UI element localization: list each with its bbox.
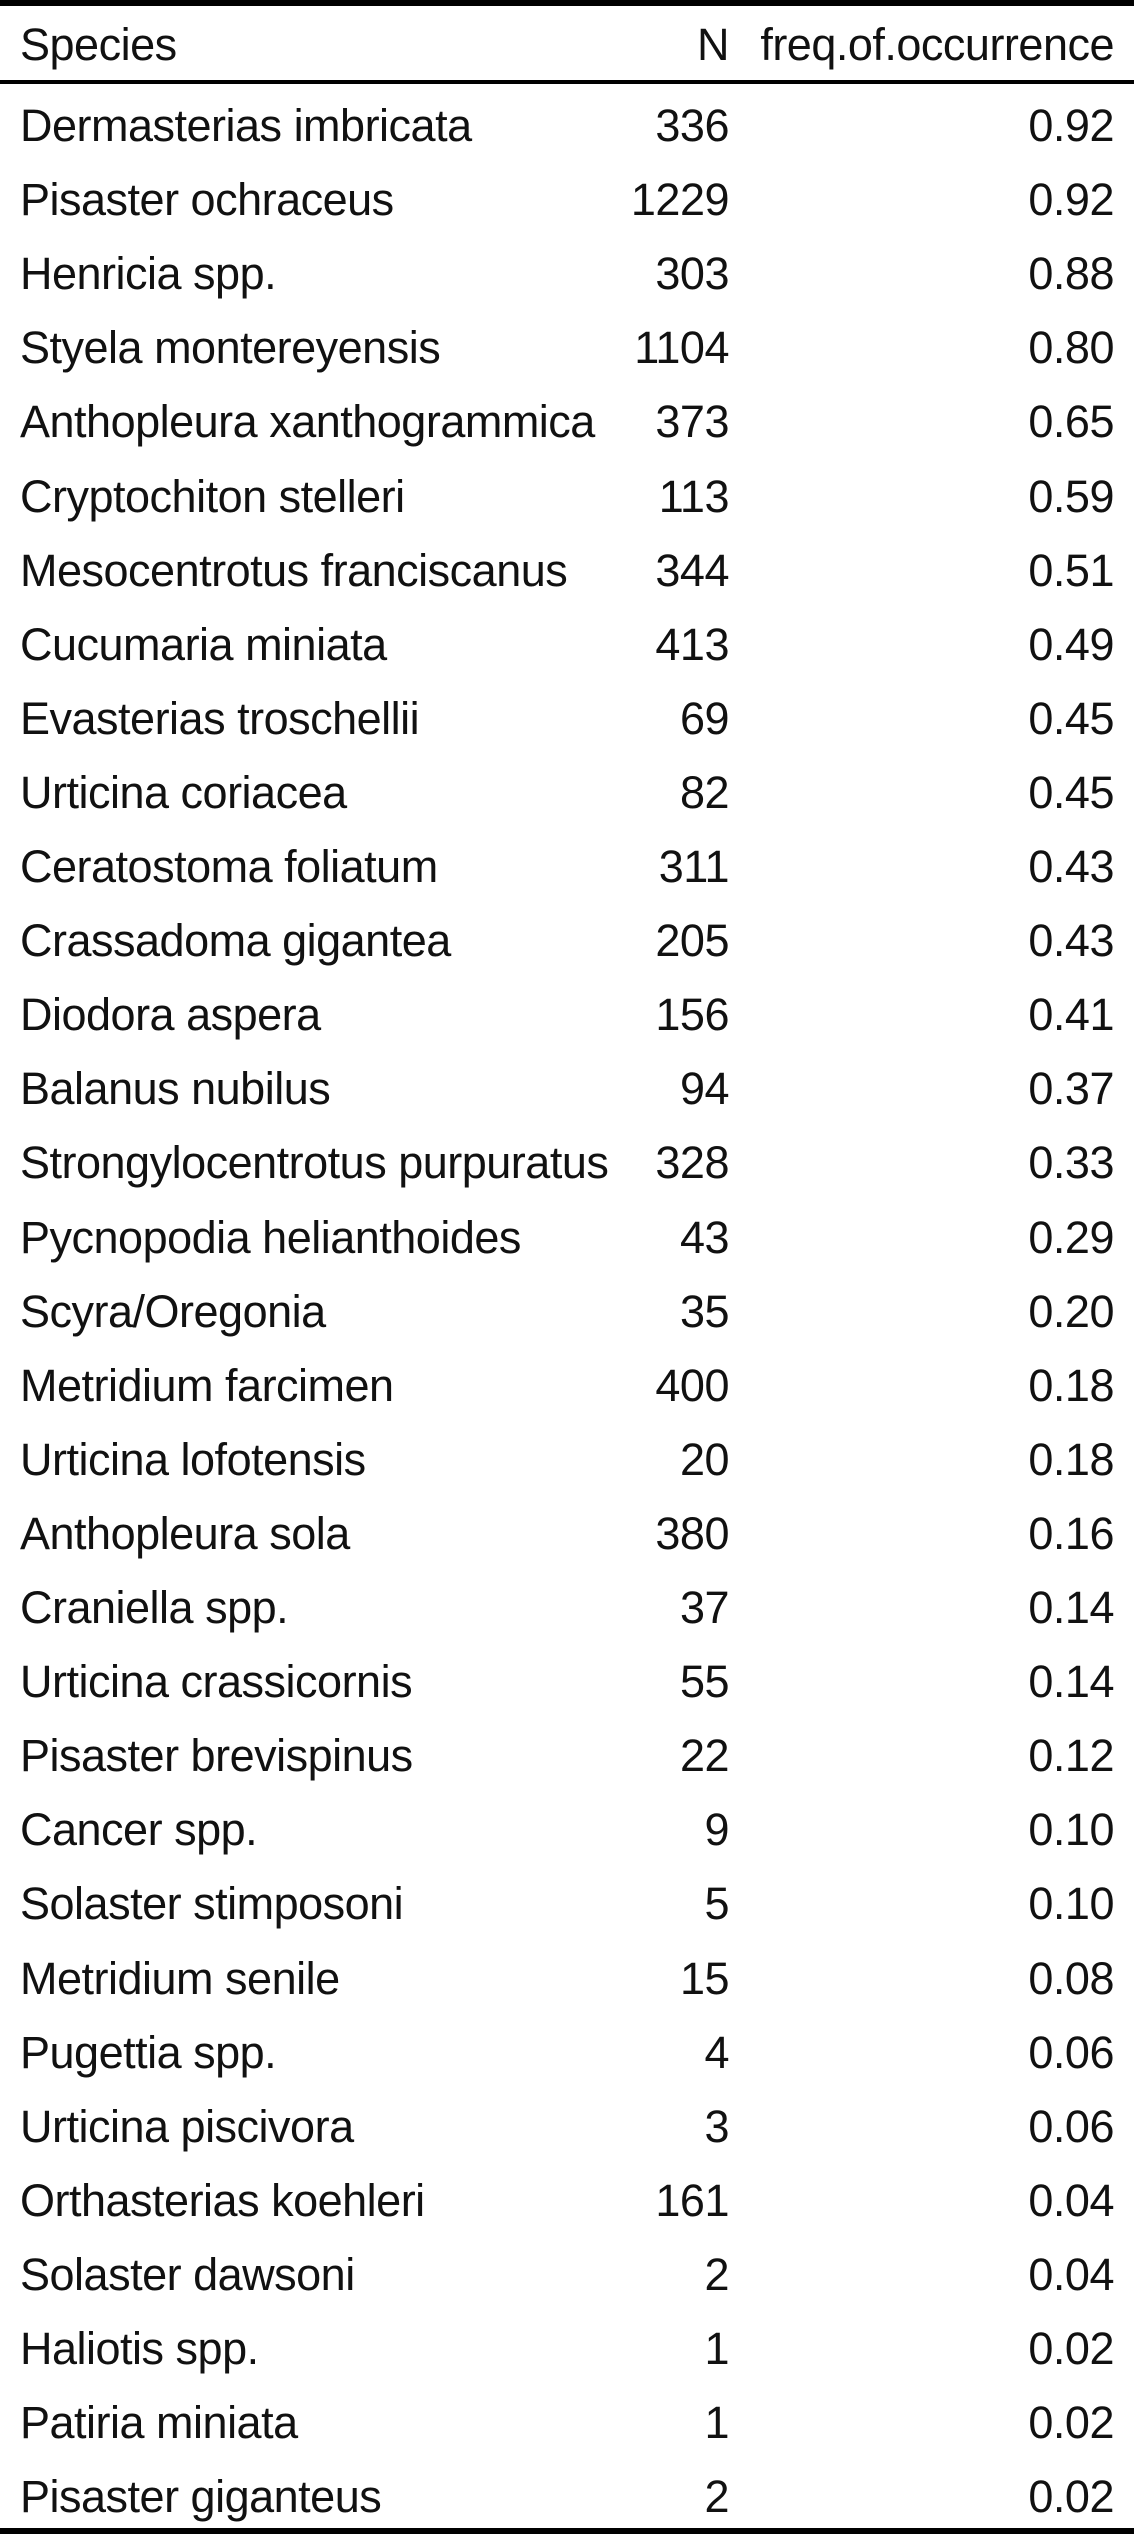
cell-freq: 0.92 [1028, 100, 1114, 151]
cell-n: 69 [679, 692, 729, 744]
cell-n: 1 [704, 2397, 729, 2449]
column-header-freq: freq.of.occurrence [760, 19, 1114, 70]
cell-freq: 0.59 [1028, 470, 1114, 522]
cell-freq: 0.16 [1028, 1507, 1114, 1559]
cell-n: 9 [704, 1804, 729, 1856]
cell-n: 413 [655, 618, 729, 670]
cell-n: 373 [655, 396, 729, 448]
table-row [0, 2238, 1134, 2312]
cell-freq: 0.04 [1028, 2174, 1114, 2226]
cell-freq: 0.18 [1028, 1359, 1114, 1411]
cell-n: 336 [655, 100, 729, 151]
cell-species: Crassadoma gigantea [20, 915, 451, 967]
table-row [0, 1645, 1134, 1719]
cell-freq: 0.02 [1028, 2323, 1114, 2374]
cell-species: Cancer spp. [20, 1804, 258, 1856]
cell-species: Patiria miniata [20, 2397, 298, 2449]
table-row [0, 1201, 1134, 1275]
cell-species: Strongylocentrotus purpuratus [20, 1137, 609, 1189]
cell-species: Pycnopodia helianthoides [20, 1211, 521, 1263]
table-row [0, 904, 1134, 978]
cell-freq: 0.88 [1028, 248, 1114, 300]
cell-n: 1104 [634, 322, 729, 374]
cell-n: 303 [655, 248, 729, 300]
cell-n: 20 [679, 1433, 729, 1485]
cell-freq: 0.06 [1028, 2100, 1114, 2152]
table-row [0, 2386, 1134, 2460]
cell-species: Urticina crassicornis [20, 1656, 413, 1708]
cell-freq: 0.51 [1028, 544, 1114, 596]
cell-n: 4 [704, 2026, 729, 2078]
table-row [0, 608, 1134, 682]
cell-n: 161 [655, 2174, 729, 2226]
cell-freq: 0.14 [1028, 1656, 1114, 1708]
table-row [0, 1423, 1134, 1497]
table-row [0, 830, 1134, 904]
cell-species: Dermasterias imbricata [20, 100, 472, 151]
cell-species: Balanus nubilus [20, 1063, 331, 1115]
table-header [0, 8, 1134, 82]
cell-n: 2 [704, 2248, 729, 2300]
table-row [0, 978, 1134, 1052]
cell-species: Pisaster brevispinus [20, 1730, 413, 1782]
cell-species: Henricia spp. [20, 248, 277, 300]
cell-n: 5 [704, 1878, 729, 1930]
cell-freq: 0.20 [1028, 1285, 1114, 1337]
cell-species: Craniella spp. [20, 1582, 289, 1633]
cell-freq: 0.43 [1028, 841, 1114, 892]
cell-n: 22 [679, 1730, 729, 1782]
cell-n: 1229 [630, 174, 729, 226]
cell-freq: 0.04 [1028, 2248, 1114, 2300]
cell-freq: 0.92 [1028, 174, 1114, 226]
cell-freq: 0.14 [1028, 1582, 1114, 1633]
cell-species: Evasterias troschellii [20, 692, 420, 744]
cell-freq: 0.45 [1028, 692, 1114, 744]
cell-freq: 0.12 [1028, 1730, 1114, 1782]
table-row [0, 1793, 1134, 1867]
cell-n: 380 [655, 1507, 729, 1559]
cell-freq: 0.65 [1028, 396, 1114, 448]
cell-n: 82 [679, 766, 729, 818]
column-header-species: Species [20, 19, 177, 70]
cell-freq: 0.02 [1028, 2397, 1114, 2449]
cell-n: 344 [655, 544, 729, 596]
cell-species: Haliotis spp. [20, 2323, 259, 2374]
table-row [0, 1571, 1134, 1645]
table-row [0, 1349, 1134, 1423]
table-row [0, 2312, 1134, 2386]
table-top-rule [0, 0, 1134, 6]
cell-freq: 0.37 [1028, 1063, 1114, 1115]
cell-n: 94 [679, 1063, 729, 1115]
cell-n: 43 [679, 1211, 729, 1263]
column-header-n: N [697, 19, 729, 70]
cell-n: 113 [658, 470, 729, 522]
cell-freq: 0.43 [1028, 915, 1114, 967]
table-row [0, 1867, 1134, 1941]
cell-species: Styela montereyensis [20, 322, 441, 374]
cell-n: 400 [655, 1359, 729, 1411]
table-row [0, 1942, 1134, 2016]
cell-species: Anthopleura sola [20, 1507, 350, 1559]
table-row [0, 534, 1134, 608]
cell-freq: 0.10 [1028, 1878, 1114, 1930]
table-row [0, 1497, 1134, 1571]
cell-freq: 0.02 [1028, 2471, 1114, 2523]
cell-species: Pisaster ochraceus [20, 174, 394, 226]
table-row [0, 2164, 1134, 2238]
cell-freq: 0.10 [1028, 1804, 1114, 1856]
cell-n: 15 [679, 1952, 729, 2004]
table-row [0, 1275, 1134, 1349]
cell-n: 3 [704, 2100, 729, 2152]
cell-species: Ceratostoma foliatum [20, 841, 438, 892]
cell-freq: 0.41 [1028, 989, 1114, 1041]
cell-freq: 0.06 [1028, 2026, 1114, 2078]
table-row [0, 237, 1134, 311]
cell-species: Pisaster giganteus [20, 2471, 382, 2523]
table-row [0, 756, 1134, 830]
table-row [0, 2016, 1134, 2090]
cell-species: Orthasterias koehleri [20, 2174, 425, 2226]
cell-species: Diodora aspera [20, 989, 321, 1041]
cell-species: Pugettia spp. [20, 2026, 277, 2078]
cell-n: 156 [655, 989, 729, 1041]
cell-freq: 0.80 [1028, 322, 1114, 374]
table-row [0, 682, 1134, 756]
cell-n: 2 [704, 2471, 729, 2523]
table-row [0, 385, 1134, 459]
table-row [0, 163, 1134, 237]
cell-n: 37 [679, 1582, 729, 1633]
cell-species: Urticina lofotensis [20, 1433, 366, 1485]
table-row [0, 89, 1134, 163]
table-row [0, 460, 1134, 534]
cell-freq: 0.18 [1028, 1433, 1114, 1485]
cell-n: 311 [658, 841, 729, 892]
cell-species: Cryptochiton stelleri [20, 470, 405, 522]
cell-species: Cucumaria miniata [20, 618, 387, 670]
cell-n: 328 [655, 1137, 729, 1189]
cell-species: Anthopleura xanthogrammica [20, 396, 595, 448]
table-row [0, 2090, 1134, 2164]
cell-freq: 0.33 [1028, 1137, 1114, 1189]
cell-species: Scyra/Oregonia [20, 1285, 326, 1337]
cell-species: Solaster stimposoni [20, 1878, 404, 1930]
table-row [0, 1052, 1134, 1126]
table-row [0, 1126, 1134, 1200]
cell-species: Urticina piscivora [20, 2100, 354, 2152]
table-row [0, 311, 1134, 385]
cell-n: 1 [704, 2323, 729, 2374]
cell-species: Solaster dawsoni [20, 2248, 355, 2300]
cell-species: Mesocentrotus franciscanus [20, 544, 568, 596]
cell-species: Urticina coriacea [20, 766, 347, 818]
cell-freq: 0.29 [1028, 1211, 1114, 1263]
cell-freq: 0.08 [1028, 1952, 1114, 2004]
table-row [0, 2460, 1134, 2534]
cell-n: 55 [679, 1656, 729, 1708]
cell-freq: 0.45 [1028, 766, 1114, 818]
table-row [0, 1719, 1134, 1793]
cell-species: Metridium farcimen [20, 1359, 394, 1411]
cell-n: 205 [655, 915, 729, 967]
cell-species: Metridium senile [20, 1952, 340, 2004]
cell-n: 35 [679, 1285, 729, 1337]
cell-freq: 0.49 [1028, 618, 1114, 670]
